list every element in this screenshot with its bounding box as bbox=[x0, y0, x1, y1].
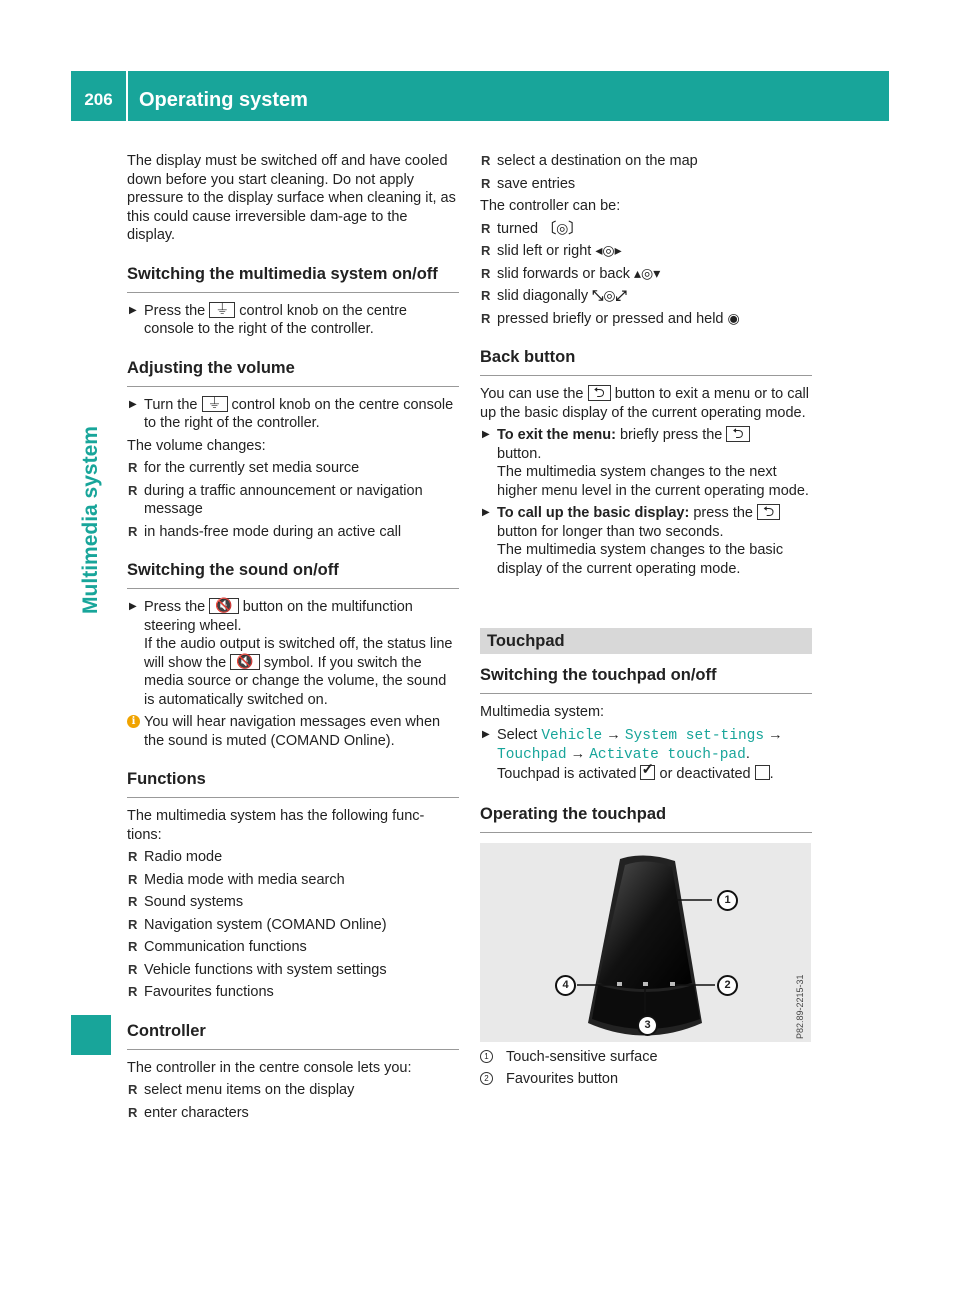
list-item: R slid diagonally ⤡◎⤢ bbox=[480, 287, 812, 306]
header-divider bbox=[126, 71, 128, 121]
list-item: R Communication functions bbox=[127, 938, 459, 957]
menu-touchpad: Touchpad bbox=[497, 747, 567, 763]
page-header bbox=[71, 71, 889, 121]
heading-switching-sound: Switching the sound on/off bbox=[127, 559, 459, 589]
touchpad-illustration bbox=[480, 843, 811, 1042]
step-adjust-volume: ▶ Turn the ⏚ control knob on the centre console to the right of the controller. bbox=[127, 396, 459, 433]
list-item: R in hands-free mode during an active call bbox=[127, 523, 459, 542]
step-basic-display: ▶ To call up the basic display: press the ⮌ button for longer than two seconds. The multimedia system changes to the basic display of the current operating mode. bbox=[480, 504, 812, 578]
callout-3: 3 bbox=[637, 1015, 658, 1036]
step-switch-sound: ▶ Press the 🔇 button on the multifunction steering wheel. If the audio output is switched off, the status line will show the 🔇 symbol. If you switch the media source or change the volume, the sound is automatically switched on. bbox=[127, 598, 459, 709]
controller-slide-diagonal-icon: ⤡◎⤢ bbox=[592, 288, 627, 304]
control-knob-icon: ⏚ bbox=[202, 396, 228, 412]
section-title: Operating system bbox=[139, 89, 308, 111]
left-column bbox=[127, 152, 459, 1126]
list-item: R slid forwards or back ▴◎▾ bbox=[480, 265, 812, 284]
heading-adjusting-volume: Adjusting the volume bbox=[127, 357, 459, 387]
callout-2: 2 bbox=[717, 975, 738, 996]
callout-4: 4 bbox=[555, 975, 576, 996]
list-item: R Radio mode bbox=[127, 848, 459, 867]
arrow-icon: → bbox=[570, 746, 586, 762]
cleaning-note: The display must be switched off and have cooled down before you start cleaning. Do not apply pressure to the display surface when cleaning it, as this could cause irreversible dam-age to the display. bbox=[127, 153, 456, 243]
volume-changes-text: The volume changes: bbox=[127, 437, 266, 454]
controller-press-icon: ◉ bbox=[727, 310, 740, 327]
legend-item: 1 Touch-sensitive surface bbox=[480, 1048, 812, 1067]
functions-text: The multimedia system has the following func-tions: bbox=[127, 808, 425, 843]
list-item: R save entries bbox=[480, 175, 812, 194]
touchpad-section-box: Touchpad bbox=[480, 628, 812, 654]
side-tab bbox=[71, 400, 111, 640]
callout-1: 1 bbox=[717, 890, 738, 911]
menu-vehicle: Vehicle bbox=[541, 727, 603, 744]
page-number: 206 bbox=[84, 90, 113, 109]
legend-item: 2 Favourites button bbox=[480, 1070, 812, 1089]
step-exit-menu: ▶ To exit the menu: briefly press the ⮌ button. The multimedia system changes to the next higher menu level in the current operating mode. bbox=[480, 426, 812, 500]
back-icon: ⮌ bbox=[757, 504, 780, 520]
list-item: R Vehicle functions with system settings bbox=[127, 961, 459, 980]
controller-can-be-text: The controller can be: bbox=[480, 198, 621, 214]
step-activate-touchpad: ▶ Select Vehicle → System set-tings → Touchpad → Activate touch-pad. Touchpad is activated ✓ or deactivated . bbox=[480, 726, 812, 784]
heading-controller: Controller bbox=[127, 1020, 459, 1050]
heading-switching-system: Switching the multimedia system on/off bbox=[127, 263, 459, 293]
list-item: R select menu items on the display bbox=[127, 1081, 459, 1100]
touchpad-figure bbox=[480, 843, 811, 1042]
control-knob-icon: ⏚ bbox=[209, 302, 235, 318]
controller-text: The controller in the centre console lets you: bbox=[127, 1059, 412, 1076]
heading-operating-touchpad: Operating the touchpad bbox=[480, 803, 812, 833]
list-item: R turned 〔◎〕 bbox=[480, 220, 812, 239]
figure-code: P82.89-2215-31 bbox=[795, 974, 805, 1039]
side-tab-label: Multimedia system bbox=[79, 426, 102, 614]
list-item: R Favourites functions bbox=[127, 983, 459, 1002]
list-item: R enter characters bbox=[127, 1104, 459, 1123]
arrow-icon: → bbox=[768, 726, 783, 743]
controller-slide-fb-icon: ▴◎▾ bbox=[634, 265, 661, 282]
back-icon: ⮌ bbox=[588, 385, 611, 401]
list-item: R select a destination on the map bbox=[480, 152, 812, 171]
info-note: i You will hear navigation messages even when the sound is muted (COMAND Online). bbox=[127, 713, 459, 750]
heading-touchpad-onoff: Switching the touchpad on/off bbox=[480, 664, 812, 694]
mute-icon: 🔇 bbox=[230, 654, 259, 670]
mute-icon: 🔇 bbox=[209, 598, 238, 614]
step-switch-system: ▶ Press the ⏚ control knob on the centre console to the right of the controller. bbox=[127, 302, 459, 339]
multimedia-system-label: Multimedia system: bbox=[480, 704, 605, 720]
list-item: R for the currently set media source bbox=[127, 459, 459, 478]
list-item: R Sound systems bbox=[127, 893, 459, 912]
back-button-text: You can use the ⮌ button to exit a menu or to call up the basic display of the current operating mode. bbox=[480, 385, 809, 421]
back-icon: ⮌ bbox=[726, 426, 749, 442]
right-column bbox=[480, 152, 812, 1088]
list-item: R pressed briefly or pressed and held ◉ bbox=[480, 310, 812, 329]
checkbox-unchecked-icon bbox=[755, 765, 770, 780]
list-item: R slid left or right ◂◎▸ bbox=[480, 242, 812, 261]
list-item: R Media mode with media search bbox=[127, 871, 459, 890]
arrow-icon: → bbox=[606, 726, 621, 743]
info-icon: i bbox=[127, 715, 140, 728]
heading-back-button: Back button bbox=[480, 346, 812, 376]
heading-functions: Functions bbox=[127, 768, 459, 798]
menu-activate-touchpad: Activate touch-pad bbox=[589, 747, 746, 763]
list-item: R during a traffic announcement or navigation message bbox=[127, 482, 459, 519]
controller-turn-icon: 〔◎〕 bbox=[542, 220, 583, 237]
checkbox-checked-icon bbox=[640, 765, 655, 780]
list-item: R Navigation system (COMAND Online) bbox=[127, 916, 459, 935]
controller-slide-lr-icon: ◂◎▸ bbox=[595, 243, 622, 259]
side-tab-marker bbox=[71, 1015, 111, 1055]
menu-system-settings: System set-tings bbox=[624, 727, 765, 744]
